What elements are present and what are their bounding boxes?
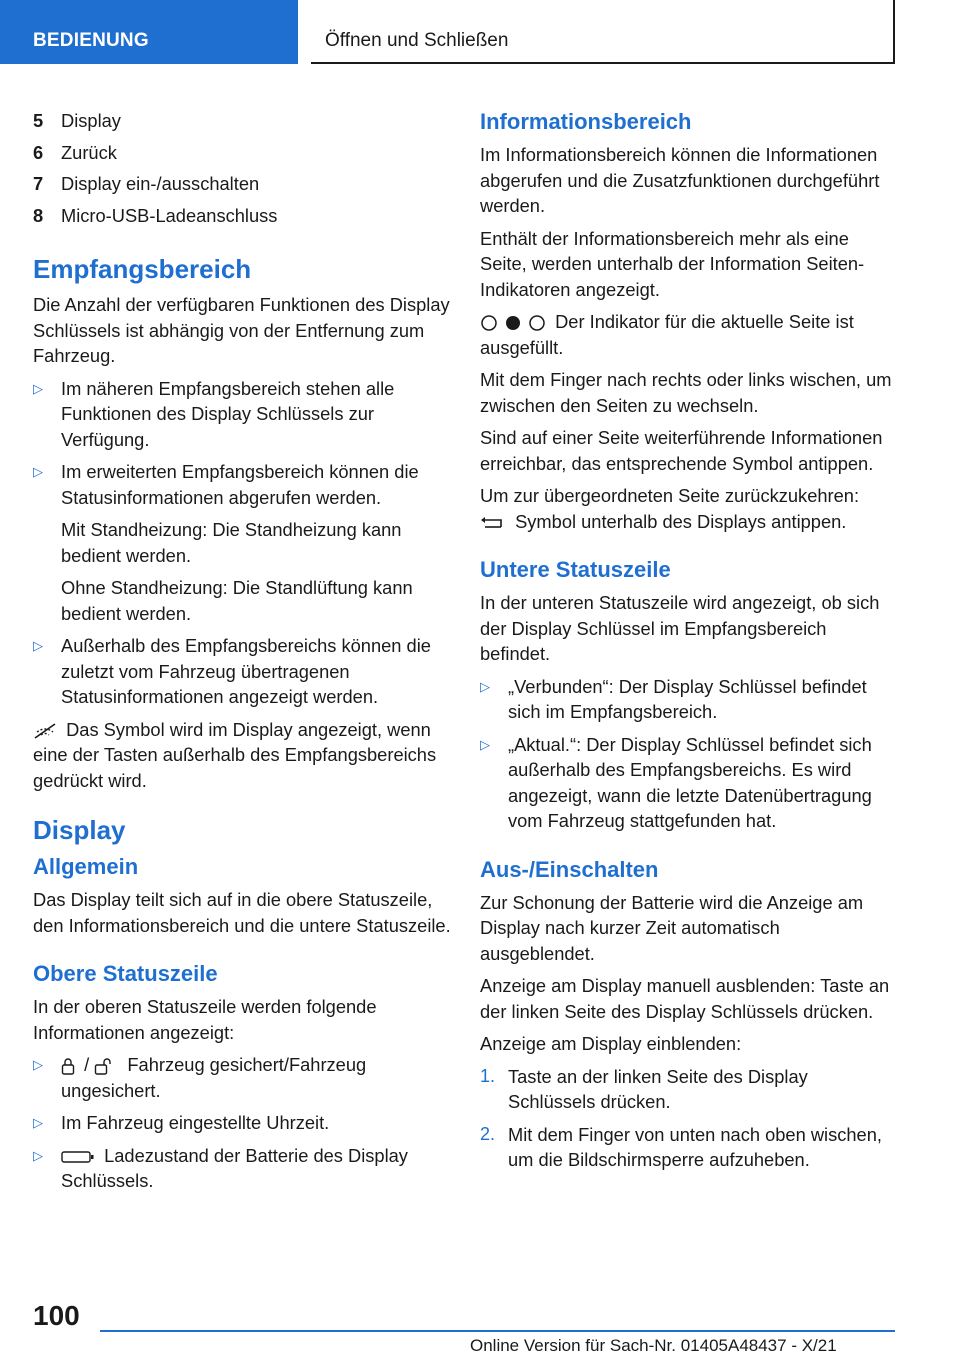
list-item-text: Fahrzeug gesichert/Fahrzeug ungesichert. (61, 1054, 367, 1101)
list-item (33, 1143, 451, 1194)
aus-einschalten-heading: Aus-/Einschalten (480, 856, 659, 882)
bullet-triangle-icon: ▷ (480, 678, 490, 694)
legend-item (33, 203, 451, 229)
empfangsbereich-intro: Die Anzahl der verfügbaren Funktionen des Display Schlüssels ist abhängig von der Entfernung zum Fahrzeug. (33, 294, 450, 366)
step-text: Mit dem Finger von unten nach oben wischen, um die Bildschirmsperre aufzuheben. (508, 1123, 882, 1170)
list-item-text: Außerhalb des Empfangsbereichs können die zuletzt vom Fahrzeug übertragenen Statusinformationen angezeigt werden. (61, 635, 431, 707)
aus-paragraph: Zur Schonung der Batterie wird die Anzeige am Display nach kurzer Zeit automatisch ausgeblendet. (480, 891, 864, 964)
legend-label: Display ein-/ausschalten (61, 173, 260, 194)
list-item-text: „Verbunden“: Der Display Schlüssel befindet sich im Empfangsbereich. (508, 675, 867, 722)
symbol-note-text: Das Symbol wird im Display angezeigt, wenn eine der Tasten außerhalb des Empfangsbereichs gedrückt wird. (33, 718, 437, 791)
bullet-triangle-icon: ▷ (33, 1115, 43, 1130)
legend-label: Zurück (61, 141, 117, 163)
aus-paragraph: Anzeige am Display einblenden: (480, 1033, 742, 1054)
legend-list (33, 108, 451, 228)
step-number: 1. (480, 1065, 496, 1086)
info-indicator-text: Der Indikator für die aktuelle Seite ist ausgefüllt. (480, 311, 854, 358)
info-paragraph: Um zur übergeordneten Seite zurückzukehren: (480, 485, 860, 506)
battery-icon (61, 1150, 95, 1164)
back-arrow-icon (480, 515, 506, 531)
info-paragraph (480, 509, 898, 535)
untere-statuszeile-list (480, 674, 898, 834)
left-column (33, 108, 451, 1201)
allgemein-heading: Allgemein (33, 854, 139, 879)
page-indicator-icon (480, 314, 546, 332)
chapter-title: Öffnen und Schließen (325, 30, 509, 51)
empfangsbereich-heading: Empfangsbereich (33, 254, 252, 284)
list-item (33, 1110, 451, 1136)
footer-text: Online Version für Sach-Nr. 01405A48437 - X/21 (470, 1336, 837, 1355)
footer-divider (100, 1330, 895, 1332)
obere-statuszeile-heading: Obere Statuszeile (33, 961, 218, 986)
legend-number: 7 (33, 173, 44, 194)
bullet-triangle-icon: ▷ (33, 1057, 43, 1072)
lock-separator: / (84, 1054, 90, 1075)
untere-statuszeile-intro: In der unteren Statuszeile wird angezeigt, ob sich der Display Schlüssel im Empfangsbereich befindet. (480, 592, 880, 664)
list-item-subtext: Ohne Standheizung: Die Standlüftung kann bedient werden. (61, 577, 413, 624)
info-paragraph: Enthält der Informationsbereich mehr als eine Seite, werden unterhalb der Information Seiten-Indikatoren angezeigt. (480, 227, 865, 300)
section-title: BEDIENUNG (33, 30, 149, 51)
informationsbereich-heading: Informationsbereich (480, 109, 692, 134)
empfangsbereich-list (33, 376, 451, 710)
legend-item (33, 108, 451, 134)
untere-statuszeile-heading: Untere Statuszeile (480, 557, 671, 582)
info-paragraph: Sind auf einer Seite weiterführende Informationen erreichbar, das entsprechende Symbol antippen. (480, 427, 883, 474)
aus-paragraph: Anzeige am Display manuell ausblenden: Taste an der linken Seite des Display Schlüssels drücken. (480, 975, 890, 1022)
symbol-note (33, 717, 451, 794)
chapter-header (311, 0, 895, 64)
section-tab (0, 0, 298, 64)
list-item (480, 674, 898, 725)
step-number: 2. (480, 1123, 496, 1144)
step-item (480, 1122, 898, 1173)
list-item-subtext: Mit Standheizung: Die Standheizung kann bedient werden. (61, 519, 402, 566)
list-item (33, 633, 451, 710)
info-back-text: Symbol unterhalb des Displays antippen. (515, 510, 847, 532)
legend-label: Micro-USB-Ladeanschluss (61, 204, 278, 226)
step-text: Taste an der linken Seite des Display Schlüssels drücken. (508, 1065, 808, 1112)
bullet-triangle-icon: ▷ (33, 380, 43, 396)
bullet-triangle-icon: ▷ (33, 638, 43, 653)
list-item-text: Im erweiterten Empfangsbereich können die Statusinformationen abgerufen werden. (61, 461, 419, 508)
display-heading: Display (33, 815, 126, 845)
obere-statuszeile-intro: In der oberen Statuszeile werden folgende Informationen angezeigt: (33, 996, 377, 1043)
allgemein-text: Das Display teilt sich auf in die obere Statuszeile, den Informationsbereich und die untere Statuszeile. (33, 889, 451, 936)
list-item (33, 1052, 451, 1103)
lock-open-icon (94, 1057, 118, 1075)
page-number: 100 (33, 1300, 80, 1331)
no-signal-icon (33, 722, 57, 740)
obere-statuszeile-list (33, 1052, 451, 1194)
step-item (480, 1064, 898, 1115)
legend-label: Display (61, 110, 121, 131)
bullet-triangle-icon: ▷ (480, 736, 490, 752)
info-paragraph: Mit dem Finger nach rechts oder links wischen, um zwischen den Seiten zu wechseln. (480, 369, 892, 416)
legend-number: 6 (33, 141, 44, 163)
lock-closed-icon (61, 1057, 75, 1075)
list-item (33, 376, 451, 453)
list-item-text: „Aktual.“: Der Display Schlüssel befindet sich außerhalb des Empfangsbereichs. Es wird angezeigt, wann die letzte Datenübertragung vom Fahrzeug stattgefunden hat. (508, 733, 872, 831)
legend-number: 5 (33, 110, 44, 131)
list-item (480, 732, 898, 834)
steps-list (480, 1064, 898, 1173)
info-paragraph: Im Informationsbereich können die Informationen abgerufen und die Zusatzfunktionen durchgeführt werden. (480, 144, 880, 216)
list-item-text: Im näheren Empfangsbereich stehen alle Funktionen des Display Schlüssels zur Verfügung. (61, 377, 395, 450)
right-column (480, 108, 898, 1180)
list-item-text: Im Fahrzeug eingestellte Uhrzeit. (61, 1112, 330, 1133)
legend-item (33, 171, 451, 197)
bullet-triangle-icon: ▷ (33, 464, 43, 479)
list-item-text: Ladezustand der Batterie des Display Schlüssels. (61, 1144, 408, 1191)
list-item (33, 459, 451, 626)
bullet-triangle-icon: ▷ (33, 1147, 43, 1163)
legend-item (33, 140, 451, 166)
info-paragraph (480, 309, 898, 360)
legend-number: 8 (33, 204, 44, 226)
